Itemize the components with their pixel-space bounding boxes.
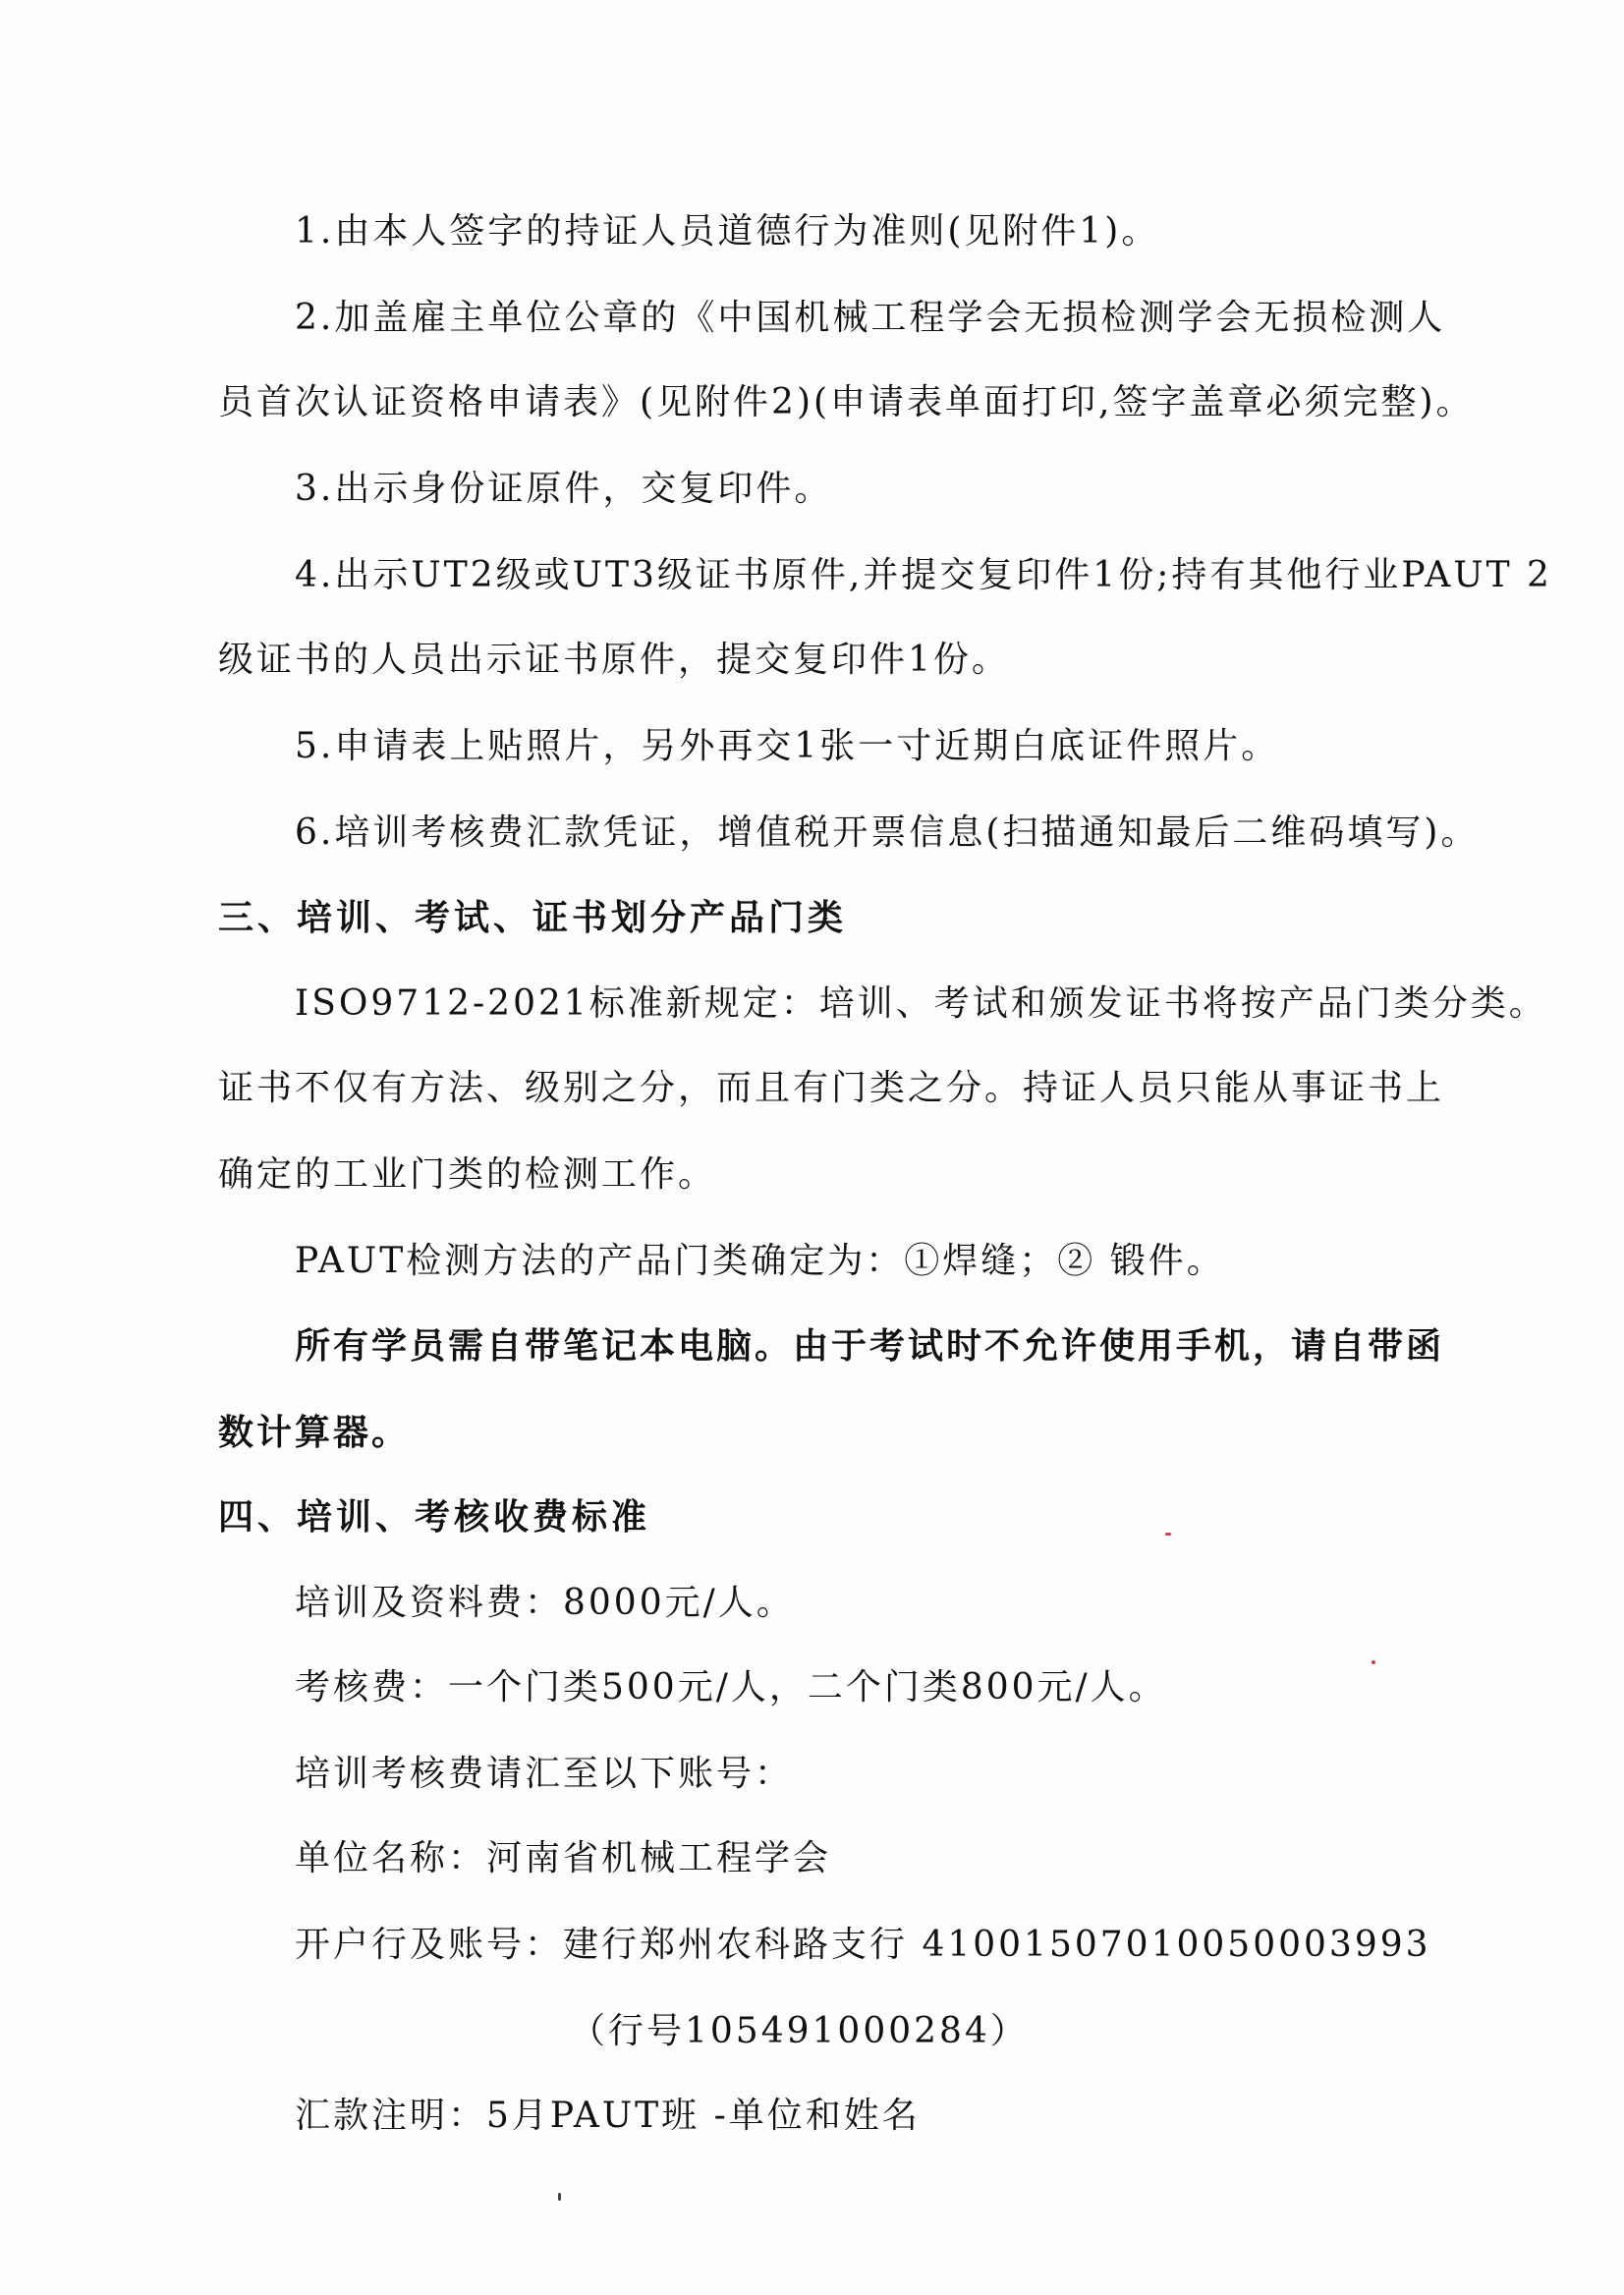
scan-speck [1165,1533,1171,1536]
training-fee: 培训及资料费：8000元/人。 [295,1583,795,1623]
section-3-paragraph-line2: 证书不仅有方法、级别之分，而且有门类之分。持证人员只能从事证书上 [218,1068,1445,1108]
bank-code: （行号105491000284） [570,2011,1029,2051]
laptop-notice-line1: 所有学员需自带笔记本电脑。由于考试时不允许使用手机，请自带函 [295,1325,1445,1367]
unit-name: 单位名称：河南省机械工程学会 [295,1838,832,1878]
requirement-5: 5.申请表上贴照片，另外再交1张一寸近期白底证件照片。 [295,726,1280,766]
remit-intro: 培训考核费请汇至以下账号： [295,1754,794,1794]
section-3-heading: 三、培训、考试、证书划分产品门类 [218,897,848,938]
section-4-heading: 四、培训、考核收费标准 [218,1496,651,1538]
exam-fee: 考核费：一个门类500元/人，二个门类800元/人。 [295,1667,1167,1707]
requirement-3: 3.出示身份证原件，交复印件。 [295,469,833,509]
requirement-1: 1.由本人签字的持证人员道德行为准则(见附件1)。 [295,211,1160,252]
section-3-paragraph-line1: ISO9712-2021标准新规定：培训、考试和颁发证书将按产品门类分类。 [295,983,1547,1024]
remittance-remark: 汇款注明：5月PAUT班 -单位和姓名 [295,2096,921,2136]
requirement-4-line2: 级证书的人员出示证书原件，提交复印件1份。 [218,640,1010,680]
scan-speck [558,2193,561,2201]
requirement-6: 6.培训考核费汇款凭证，增值税开票信息(扫描通知最后二维码填写)。 [295,812,1480,853]
product-category-line: PAUT检测方法的产品门类确定为：①焊缝；② 锻件。 [295,1241,1225,1281]
requirement-4-line1: 4.出示UT2级或UT3级证书原件,并提交复印件1份;持有其他行业PAUT 2 [295,555,1552,595]
requirement-2-line2: 员首次认证资格申请表》(见附件2)(申请表单面打印,签字盖章必须完整)。 [218,382,1475,422]
scan-speck [1372,1660,1375,1664]
laptop-notice-line2: 数计算器。 [218,1412,411,1453]
requirement-2-line1: 2.加盖雇主单位公章的《中国机械工程学会无损检测学会无损检测人 [295,298,1446,338]
section-3-paragraph-line3: 确定的工业门类的检测工作。 [218,1154,717,1195]
bank-account: 开户行及账号：建行郑州农科路支行 41001507010050003993 [295,1925,1431,1965]
